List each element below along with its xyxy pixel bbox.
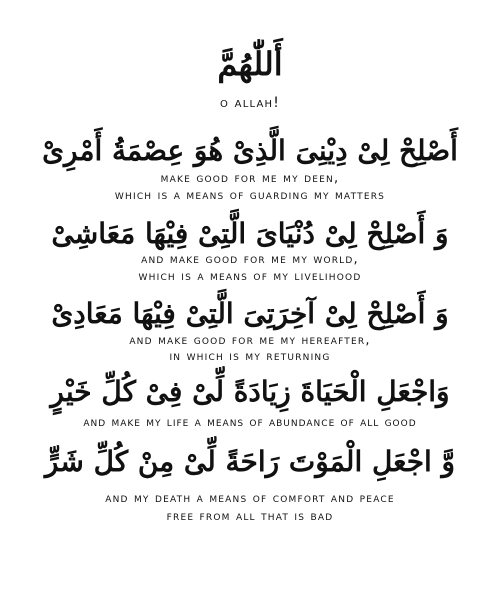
title-arabic: أَللّٰهُمَّ [217, 45, 283, 83]
verse-5-english-line-1: and my death a means of comfort and peace [105, 491, 395, 506]
verse-2-english-line-2: which is a means of my livelihood [138, 269, 362, 284]
verse-2-english-line-1: and make good for me my world, [141, 252, 359, 267]
verse-3-english-line-2: in which is my returning [169, 349, 331, 364]
verse-4-arabic: وَاجْعَلِ الْحَيَاةَ زِيَادَةً لِّىْ فِىْ كُلِّ خَيْرٍ [50, 375, 450, 408]
verse-1-english-line-2: which is a means of guarding my matters [114, 188, 386, 203]
verse-5-english-line-2: free from all that is bad [166, 509, 334, 524]
verse-4-english-line-1: and make my life a means of abundance of all good [83, 414, 417, 430]
verse-1-arabic: أَصْلِحْ لِىْ دِيْنِىَ الَّذِىْ هُوَ عِصْمَةُ أَمْرِىْ [42, 134, 458, 167]
verse-3-arabic: وَ أَصْلِحْ لِىْ آخِرَتِىَ الَّتِىْ فِيْهَا مَعَادِىْ [51, 297, 449, 330]
verse-1-english-line-1: make good for me my deen, [160, 171, 340, 186]
verse-5-arabic: وَّ اجْعَلِ الْمَوْتَ رَاحَةً لِّىْ مِنْ كُلِّ شَرٍّ [44, 445, 456, 478]
title-english: o allah! [219, 95, 281, 111]
verse-3-english-line-1: and make good for me my hereafter, [129, 333, 371, 348]
verse-2-arabic: وَ أَصْلِحْ لِىْ دُنْيَاىَ الَّتِىْ فِيْهَا مَعَاشِىْ [51, 217, 449, 250]
